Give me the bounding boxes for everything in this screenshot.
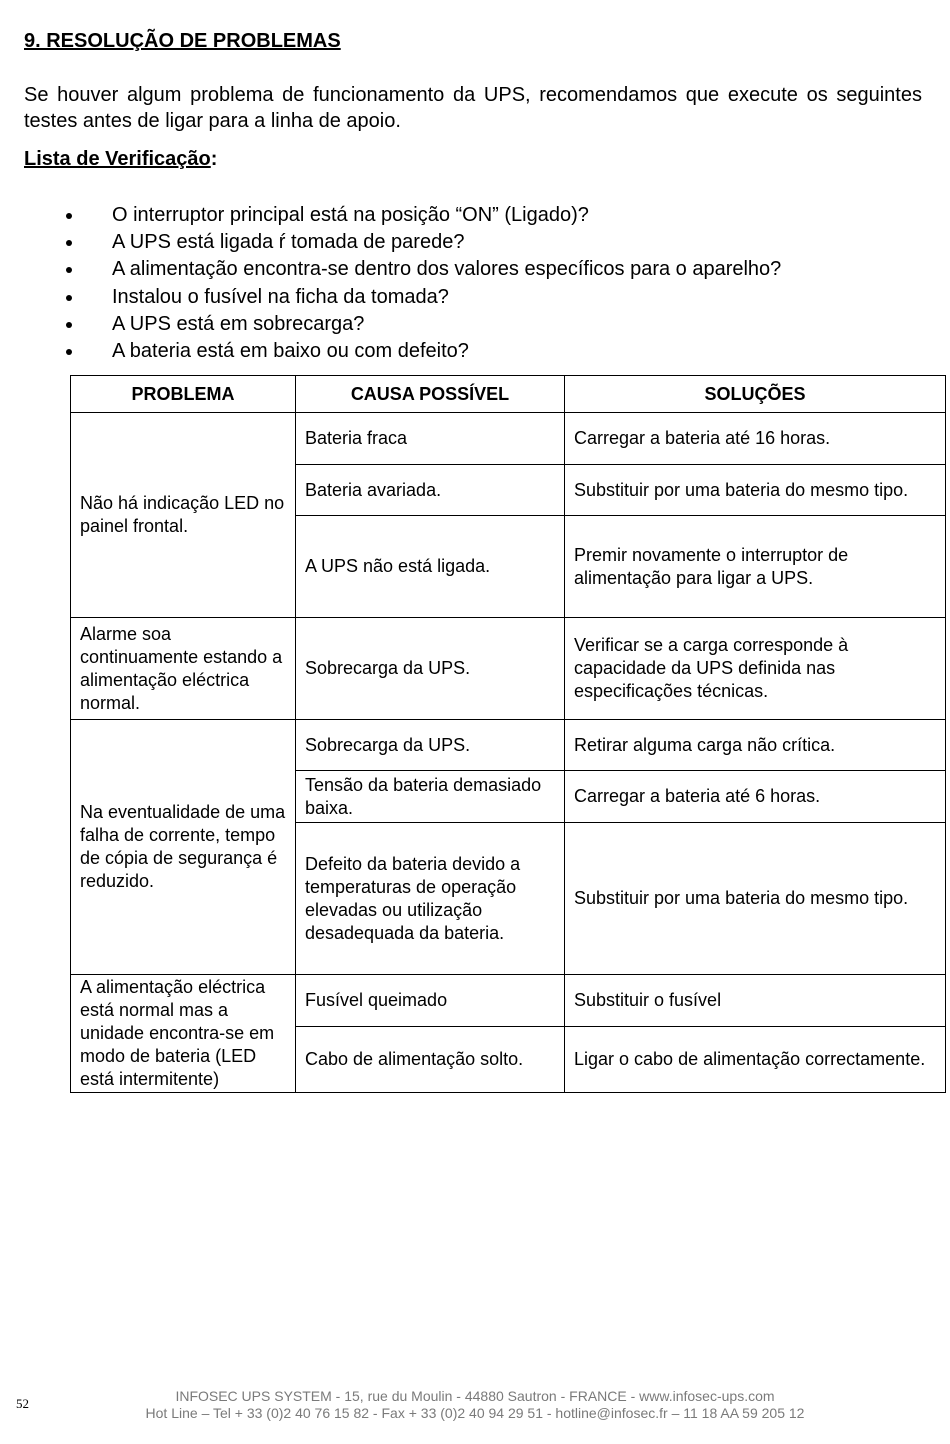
header-cause: CAUSA POSSÍVEL [296,376,565,413]
table-row [71,618,946,720]
footer-line-address: INFOSEC UPS SYSTEM - 15, rue du Moulin - 44880 Sautron - FRANCE - www.infosec-ups.com [175,1388,775,1404]
checklist-title: Lista de Verificação [24,148,211,170]
table-header-row [71,376,946,413]
table-row [71,720,946,771]
solution-cell: Substituir por uma bateria do mesmo tipo. [565,823,946,975]
bullet-icon [66,349,72,355]
cause-cell: Bateria avariada. [296,465,565,516]
problem-cell: Na eventualidade de uma falha de corrente, tempo de cópia de segurança é reduzido. [71,720,296,975]
checklist-heading [24,148,217,171]
checklist-item-text: A alimentação encontra-se dentro dos valores específicos para o aparelho? [112,258,782,281]
checklist [64,202,781,365]
checklist-item [64,311,781,338]
bullet-icon [66,322,72,328]
section-title: 9. RESOLUÇÃO DE PROBLEMAS [24,30,341,52]
cause-cell: Cabo de alimentação solto. [296,1027,565,1093]
troubleshooting-table [70,375,946,1093]
footer [0,1388,950,1422]
problem-cell: A alimentação eléctrica está normal mas a unidade encontra-se em modo de bateria (LED está intermitente) [71,975,296,1093]
checklist-item-text: O interruptor principal está na posição “ON” (Ligado)? [112,204,589,226]
problem-cell: Alarme soa continuamente estando a alimentação eléctrica normal. [71,618,296,720]
checklist-item-text: A UPS está ligada ŕ tomada de parede? [112,231,465,254]
checklist-item-text: A bateria está em baixo ou com defeito? [112,340,469,363]
table-row [71,413,946,465]
bullet-icon [66,267,72,273]
checklist-item [64,256,781,283]
checklist-item [64,202,781,229]
problem-cell: Não há indicação LED no painel frontal. [71,413,296,618]
bullet-icon [66,240,72,246]
solution-cell: Verificar se a carga corresponde à capacidade da UPS definida nas especificações técnicas. [565,618,946,720]
cause-cell: A UPS não está ligada. [296,516,565,618]
checklist-colon: : [210,148,218,170]
solution-cell: Ligar o cabo de alimentação correctamente. [565,1027,946,1093]
header-solution: SOLUÇÕES [565,376,946,413]
footer-line-contact: Hot Line – Tel + 33 (0)2 40 76 15 82 - Fax + 33 (0)2 40 94 29 51 - hotline@infosec.fr – 11 18 AA 59 205 12 [145,1405,805,1421]
solution-cell: Substituir o fusível [565,975,946,1027]
table-row [71,975,946,1027]
header-problem: PROBLEMA [71,376,296,413]
bullet-icon [66,295,72,301]
solution-cell: Premir novamente o interruptor de alimentação para ligar a UPS. [565,516,946,618]
solution-cell: Substituir por uma bateria do mesmo tipo. [565,465,946,516]
bullet-icon [66,213,72,219]
solution-cell: Retirar alguma carga não crítica. [565,720,946,771]
cause-cell: Bateria fraca [296,413,565,465]
solution-cell: Carregar a bateria até 16 horas. [565,413,946,465]
solution-cell: Carregar a bateria até 6 horas. [565,771,946,823]
checklist-item-text: Instalou o fusível na ficha da tomada? [112,285,449,308]
checklist-item-text: A UPS está em sobrecarga? [112,312,365,335]
cause-cell: Tensão da bateria demasiado baixa. [296,771,565,823]
intro-paragraph: Se houver algum problema de funcionamento da UPS, recomendamos que execute os seguintes testes antes de ligar para a linha de apoio. [24,84,922,132]
cause-cell: Defeito da bateria devido a temperaturas de operação elevadas ou utilização desadequada da bateria. [296,823,565,975]
cause-cell: Sobrecarga da UPS. [296,618,565,720]
checklist-item [64,284,781,311]
page-number: 52 [16,1396,29,1411]
cause-cell: Sobrecarga da UPS. [296,720,565,771]
checklist-item [64,229,781,256]
checklist-item [64,338,781,365]
cause-cell: Fusível queimado [296,975,565,1027]
